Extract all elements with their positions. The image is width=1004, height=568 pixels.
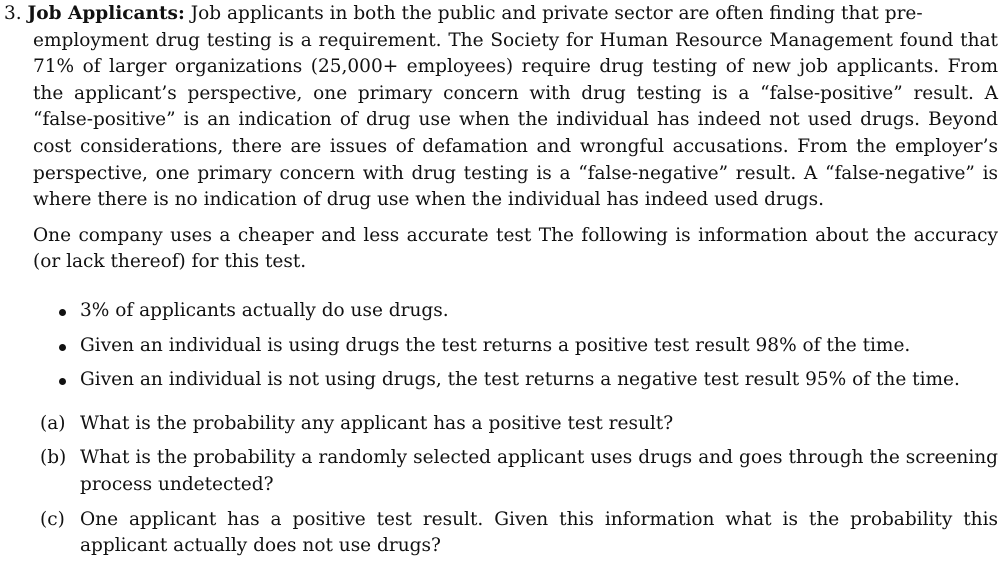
part-label: (c) (40, 508, 65, 530)
question-part-b (4, 445, 998, 498)
bullet-icon (59, 344, 66, 351)
part-text: One applicant has a positive test result. Given this information what is the probability this applicant actually does not use drugs? (80, 508, 998, 557)
problem-heading: Job Applicants: (27, 3, 185, 24)
question-part-c (4, 507, 998, 560)
bullet-text: 3% of applicants actually do use drugs. (80, 299, 449, 321)
test-description: One company uses a cheaper and less accurate test The following is information about the accuracy (or lack thereof) for this test. (33, 224, 998, 273)
question-parts (4, 411, 998, 560)
question-part-a (4, 411, 998, 438)
intro-line1: Job applicants in both the public and private sector are often finding that pre- (190, 3, 923, 24)
part-label: (a) (40, 412, 66, 434)
list-item (4, 298, 998, 325)
accuracy-list (4, 298, 998, 394)
bullet-icon (59, 378, 66, 385)
problem-number: 3. (4, 3, 22, 24)
list-item (4, 367, 998, 394)
part-label: (b) (40, 447, 67, 469)
intro-continuation: employment drug testing is a requirement. The Society for Human Resource Management found that 71% of larger organizations (25,000+ employees) require drug testing of new job applicants. From the applicant’s perspective, one primary concern with drug testing is a “false-positive” result. A “false-positive” is an indication of drug use when the individual has indeed not used drugs. Beyond cost considerations, there are issues of defamation and wrongful accusations. From the employer’s perspective, one primary concern with drug testing is a “false-negative” result. A “false-negative” is where there is no indication of drug use when the individual has indeed used drugs. (33, 29, 998, 211)
problem-3 (4, 1, 998, 568)
problem-intro (4, 1, 998, 28)
bullet-icon (59, 309, 66, 316)
bullet-text: Given an individual is not using drugs, the test returns a negative test result 95% of the time. (80, 369, 960, 391)
part-text: What is the probability any applicant has a positive test result? (80, 412, 674, 434)
bullet-text: Given an individual is using drugs the test returns a positive test result 98% of the time. (80, 334, 911, 356)
part-text: What is the probability a randomly selected applicant uses drugs and goes through the screening process undetected? (80, 447, 998, 495)
list-item (4, 333, 998, 360)
